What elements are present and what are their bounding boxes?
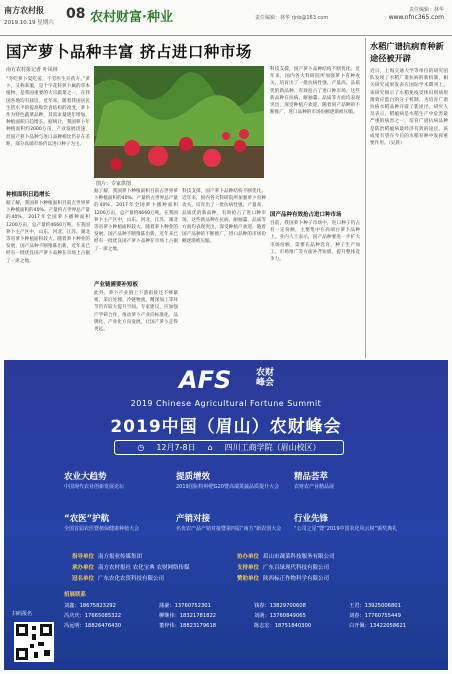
- afs-logo: AFS: [179, 366, 232, 394]
- agenda-item: [176, 470, 286, 491]
- contact-phone[interactable]: 冯庆庆：17665085322: [64, 612, 122, 619]
- agenda-item-desc: 农财农产业精品展: [294, 484, 335, 490]
- organizer-name: 南方报业传媒集团: [98, 553, 143, 560]
- summit-date: 12月7-8日: [156, 443, 196, 452]
- organizer: [237, 574, 402, 582]
- contact-phone[interactable]: 冯远明：18826476430: [64, 622, 122, 629]
- organizer: [237, 552, 402, 560]
- right-article-body: 近日，上海交通大学等单位的研究团队发现了水稻广谱抗病的新机制，相关研究成果发表在国际学术期刊上。该研究揭示了水稻免疫受体识别病原菌效应蛋白的分子机制，为培育广谱抗病水稻品种开辟了新途径。研究人员表示，稻瘟病是水稻生产中危害最严重的病害之一，培育广谱抗病品种是防治稻瘟病最经济有效的途径。该成果有望在今后的水稻育种中发挥重要作用。（吴晨）: [370, 69, 448, 147]
- organizer-name: 广东百绿现代科技有限公司: [263, 564, 330, 571]
- afs-logo-cn-line-1: 农财: [256, 368, 275, 378]
- contact-phone[interactable]: 刘萌：13760849065: [254, 612, 306, 619]
- contact-phone[interactable]: 柳继伟：18321781822: [159, 612, 217, 619]
- calendar-icon: ◷: [137, 443, 145, 452]
- paper-name: 南方农村报: [4, 6, 44, 15]
- organizer-row: [72, 550, 402, 561]
- organizer-label: 承办单位: [72, 564, 95, 571]
- contact-row: [64, 620, 444, 630]
- summit-title: 2019中国（眉山）农财峰会: [110, 417, 342, 437]
- organizer-label: 支持单位: [237, 564, 260, 571]
- organizer-name: 陕西标正作物科学有限公司: [263, 575, 330, 582]
- summit-english-title: 2019 Chinese Agricultural Fortune Summit: [130, 399, 322, 408]
- article-column-1: “冬吃萝卜夏吃姜，不劳医生开药方。”萝卜，又称莱菔，是十字花科萝卜属的草本植物，是我国重要的大宗蔬菜之一，在我国各地均有栽培。近年来，随着我国居民生活水平的提高和饮食结构的改变，萝卜作为特色蔬菜品种，其需求量逐年增加，种植面积日趋增长。据统计，我国萝卜年种植面积约2000万亩，产业发展迅速，但国产萝卜品种与进口品种相比仍存在差距，部分高端市场仍以进口种子为主。: [6, 77, 90, 147]
- organizer-label: 赞助单位: [237, 575, 260, 582]
- afs-logo-cn: [256, 368, 274, 388]
- agenda-item: [64, 470, 174, 491]
- radish-field-image: [94, 66, 264, 178]
- organizer: [72, 574, 237, 582]
- contact-phone[interactable]: 刘鑫：18675823292: [64, 602, 116, 609]
- article-column-2b: 目前，我国萝卜种子市场中，进口种子仍占有一定份额，主要集中在高端白萝卜品种上。业内人士表示，国产品种要进一步扩大市场份额，需要在品种选育、种子生产加工、市场推广等方面补齐短板，提升整体竞争力。: [270, 221, 360, 263]
- location-icon: ⌂: [207, 443, 213, 452]
- byline: 南方农村报记者 叶凤林: [6, 67, 58, 73]
- organizer-list: [72, 550, 402, 583]
- summit-date-venue: [114, 440, 344, 455]
- section-title: 农村财富·种业: [90, 10, 173, 25]
- contact-phone[interactable]: 蒲豪：13760752301: [159, 602, 211, 609]
- column-divider: [365, 38, 366, 358]
- organizer: [72, 552, 237, 560]
- agenda-item: [176, 512, 286, 533]
- organizer-label: 指导单位: [72, 553, 95, 560]
- summit-venue: 四川工商学院（眉山校区）: [224, 443, 321, 452]
- organizer-row: [72, 572, 402, 583]
- page-number: 08: [66, 6, 86, 22]
- organizer-name: 眉山市蔬菜科技服务有限公司: [263, 553, 335, 560]
- agenda-item-title: 农业大趋势: [64, 472, 107, 482]
- article-column-2: 科技支撑，国产萝卜品种结构不断优化。近年来，国内各大科研院所加强萝卜育种攻关，培育出了一批抗病性强、产量高、品质优的新品种，有效抢占了进口种市场。这些新品种在抗病、耐抽薹、品质等方面均表现突出，深受种植户欢迎。随着国产品种的不断推广，进口品种的市场份额逐渐被压缩。: [270, 67, 360, 116]
- organizer: [72, 563, 237, 571]
- article-column-3b: 此外，萝卜产业链上下游衔接还不够紧密，采后处理、冷链物流、精深加工等环节仍有较大提升空间。专家建议，应加强产学研合作，推动萝卜产业向标准化、品牌化、产业化方向发展，让国产萝卜走得更远。: [94, 291, 178, 333]
- agenda-item-title: 行业先锋: [294, 514, 329, 524]
- agenda-item: [294, 512, 404, 533]
- photo-caption: 图片：专家供图: [96, 181, 132, 187]
- qr-code-icon[interactable]: [14, 622, 54, 662]
- website-url[interactable]: www.nfnc365.com: [388, 14, 444, 21]
- organizer-name: 南方农村报社 农化宝典 农财网络传媒: [98, 564, 190, 571]
- organizer-row: [72, 561, 402, 572]
- contact-row: [64, 610, 444, 620]
- afs-logo-cn-line-2: 峰会: [256, 378, 275, 388]
- contact-list: [64, 590, 444, 630]
- agenda-item-title: 产销对接: [176, 514, 211, 524]
- editor-info-right: 责任编辑：林华: [408, 7, 444, 13]
- radish-photo: [94, 66, 264, 178]
- subhead-2: 国产品种有效抢占进口种市场: [270, 212, 342, 218]
- article-column-1b: 据了解，我国萝卜种植面积目前占世界萝卜种植面积的40%。产量约占世界总产量的40%。2017年全国萝卜播种面积1200万亩，总产量约4660万吨。在我国萝卜主产区中，山东、河北、江苏、湖北等省萝卜种植面积较大。随着萝卜种业的发展，国产品种不断推陈出新，近年来已经有一批优良国产萝卜品种在市场上占据了一席之地。: [6, 201, 90, 264]
- subhead-1: 种植面积日趋增长: [6, 192, 51, 198]
- agenda-item: [64, 512, 174, 533]
- right-article-title: 水稻广谱抗病育种新途径被开辟: [370, 41, 444, 63]
- contact-phone[interactable]: 王君：13925006801: [349, 602, 401, 609]
- agenda-item-title: 精品荟萃: [294, 472, 329, 482]
- summit-advertisement[interactable]: [4, 360, 448, 670]
- agenda-item: [294, 470, 404, 491]
- contact-phone[interactable]: 钱春：13829700608: [254, 602, 306, 609]
- editor-info: 责任编辑：林华 rjnb@163.com: [255, 15, 329, 21]
- contacts-title: 招展联系: [64, 592, 87, 598]
- agenda-item-title: “农医”护航: [64, 514, 110, 524]
- article-column-4: 科技支撑，国产萝卜品种结构不断优化。近年来，国内各大科研院所加强萝卜育种攻关，培育出了一批抗病性强、产量高、品质优的新品种，有效抢占了进口种市场。这些新品种在抗病、耐抽薹、品质等方面均表现突出，深受种植户欢迎。随着国产品种的不断推广，进口品种的市场份额逐渐被压缩。: [182, 189, 266, 245]
- contact-phone[interactable]: 董梓伟：18823179618: [159, 622, 217, 629]
- agenda-item-desc: 全国首届农医暨植保健康种植大会: [64, 526, 140, 532]
- agenda-item-desc: 2019国际特种肥G20暨高端果蔬品质提升大会: [176, 484, 279, 490]
- agenda-item-title: 提质增效: [176, 472, 211, 482]
- article-column-3: 据了解，我国萝卜种植面积目前占世界萝卜种植面积的40%。产量约占世界总产量的40%。2017年全国萝卜播种面积1200万亩，总产量约4660万吨。在我国萝卜主产区中，山东、河北、江苏、湖北等省萝卜种植面积较大。随着萝卜种业的发展，国产品种不断推陈出新，近年来已经有一批优良国产萝卜品种在市场上占据了一席之地。: [94, 189, 178, 252]
- subhead-3: 产业链需要补短板: [94, 282, 139, 288]
- issue-date: 2019.10.19 星期六: [4, 20, 54, 26]
- organizer-label: 协办单位: [237, 553, 260, 560]
- page-title: 国产萝卜品种丰富 挤占进口种市场: [6, 43, 252, 61]
- contact-phone[interactable]: 陈志宏：18751840300: [254, 622, 312, 629]
- agenda-item-desc: 名优农产品产销对接暨第四届“南方”新农创大会: [176, 526, 282, 532]
- qr-caption: 扫码报名: [12, 611, 33, 617]
- contact-phone[interactable]: 刘春：17760755449: [349, 612, 401, 619]
- contact-row: [64, 600, 444, 610]
- organizer: [237, 563, 402, 571]
- qr-code-graphic: [14, 622, 54, 662]
- agenda-item-desc: “公司之星”暨“2019中国农化风云榜”颁奖典礼: [294, 526, 398, 532]
- agenda-item-desc: 中国现代农业创新发展论坛: [64, 484, 125, 490]
- contact-phone[interactable]: 白开佩：13422058621: [349, 622, 407, 629]
- masthead: [0, 0, 452, 36]
- organizer-name: 广东农化农资科技有限公司: [98, 575, 165, 582]
- organizer-label: 冠名单位: [72, 575, 95, 582]
